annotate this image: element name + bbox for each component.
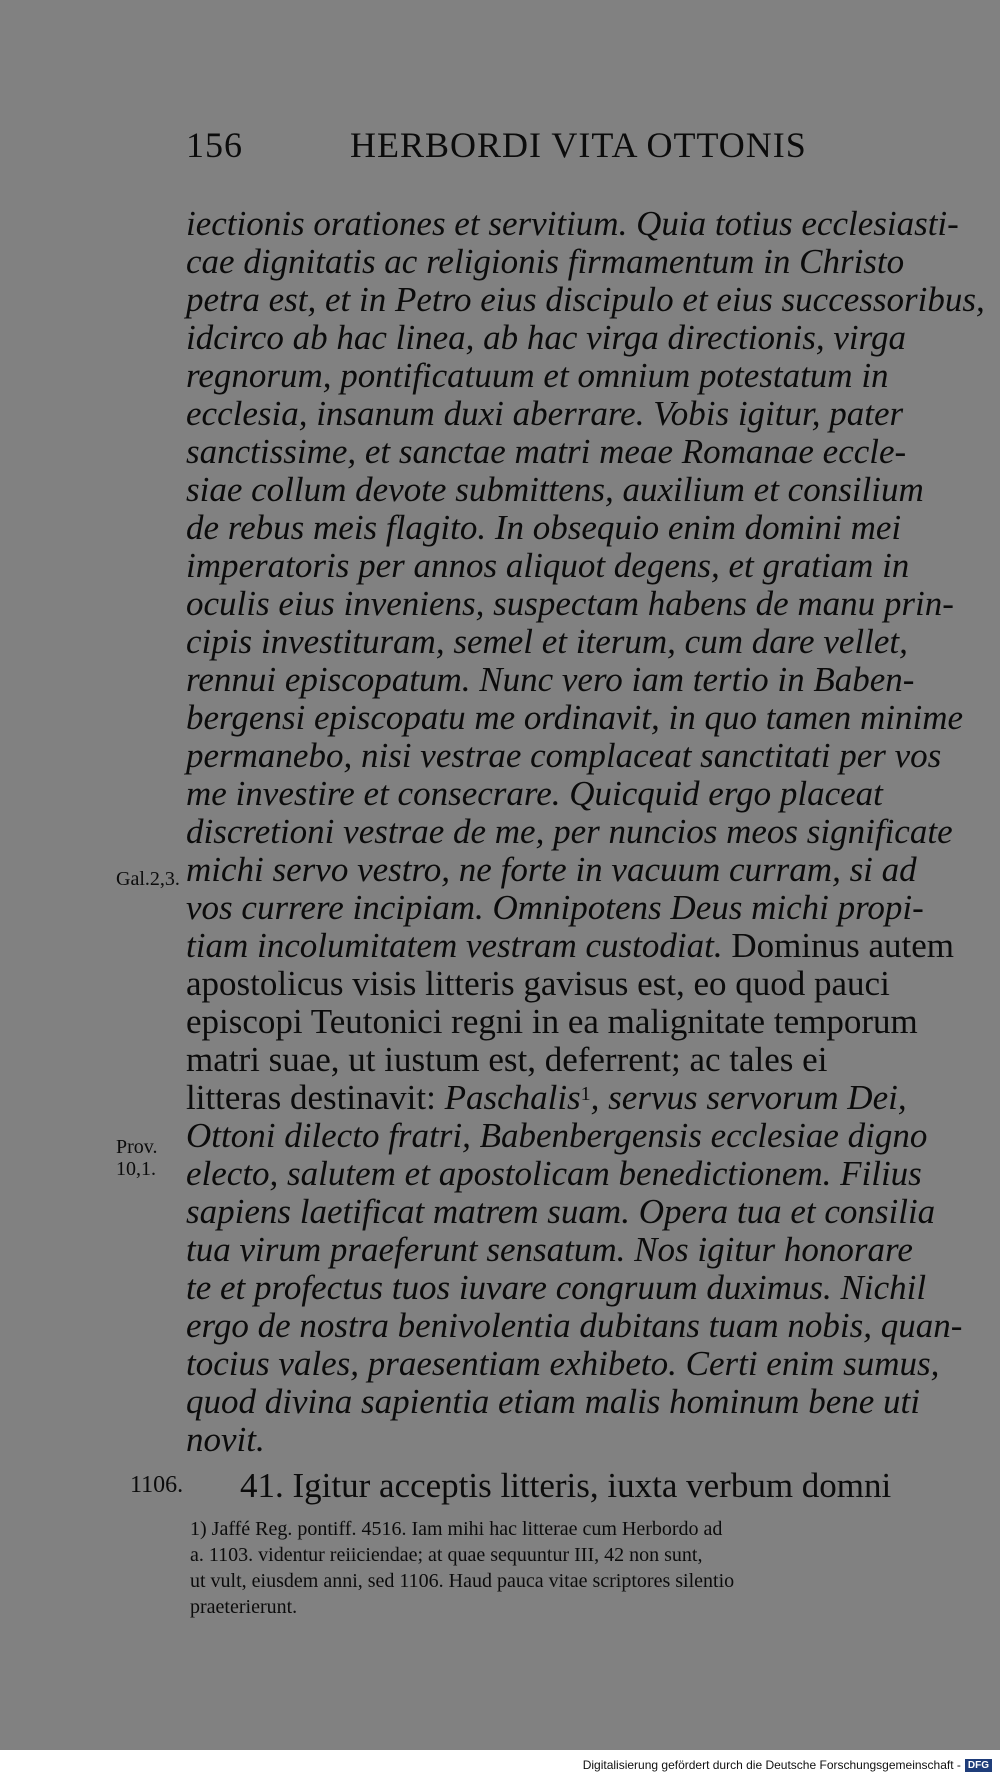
text-line: cae dignitatis ac religionis firmamentum in Christo (186, 242, 905, 281)
text-line: ecclesia, insanum duxi aberrare. Vobis igitur, pater (186, 394, 904, 433)
text-line: idcirco ab hac linea, ab hac virga directionis, virga (186, 318, 906, 357)
footnote-line: ut vult, eiusdem anni, sed 1106. Haud pauca vitae scriptores silentio (190, 1570, 735, 1592)
text-line: ergo de nostra benivolentia dubitans tuam nobis, quan- (186, 1306, 963, 1345)
footnote-line: a. 1103. videntur reiiciendae; at quae sequuntur III, 42 non sunt, (190, 1544, 703, 1566)
text-line: cipis investituram, semel et iterum, cum dare vellet, (186, 622, 908, 661)
margin-note-prov: Prov. (116, 1136, 158, 1158)
text-line: de rebus meis flagito. In obsequio enim domini mei (186, 508, 902, 547)
text-line: Ottoni dilecto fratri, Babenbergensis ecclesiae digno (186, 1116, 928, 1155)
text-line: permanebo, nisi vestrae complaceat sanctitati per vos (186, 736, 942, 775)
text-line: apostolicus visis litteris gavisus est, eo quod pauci (186, 964, 890, 1003)
pope-name: Paschalis (444, 1078, 581, 1117)
text-line-mixed (186, 926, 954, 965)
text-line-mixed (186, 1080, 938, 1116)
text-line: me investire et consecrare. Quicquid ergo placeat (186, 774, 883, 813)
text-line: quod divina sapientia etiam malis hominum bene uti (186, 1382, 920, 1421)
page-number: 156 (186, 125, 243, 165)
page-header (186, 124, 807, 172)
text-line: bergensi episcopatu me ordinavit, in quo tamen minime (186, 698, 964, 737)
text-line-italic-part: tiam incolumitatem vestram custodiat. (186, 926, 732, 965)
text-line: vos currere incipiam. Omnipotens Deus michi propi- (186, 888, 924, 927)
footnote-line: 1) Jaffé Reg. pontiff. 4516. Iam mihi hac litterae cum Herbordo ad (190, 1518, 723, 1540)
text-line: siae collum devote submittens, auxilium et consilium (186, 470, 924, 509)
text-line: episcopi Teutonici regni in ea malignitate temporum (186, 1002, 918, 1041)
margin-year: 1106. (130, 1472, 184, 1498)
footnote-line: praeterierunt. (190, 1596, 298, 1618)
margin-note-gal: Gal.2,3. (116, 868, 180, 890)
text-line: petra est, et in Petro eius discipulo et eius successoribus, (186, 280, 985, 319)
dfg-logo: DFG (965, 1759, 992, 1772)
text-line: te et profectus tuos iuvare congruum duximus. Nichil (186, 1268, 927, 1307)
text-line-italic-part: , servus servorum Dei, (590, 1078, 907, 1117)
text-line: discretioni vestrae de me, per nuncios meos significate (186, 812, 953, 851)
footnote-marker: 1 (580, 1083, 591, 1105)
text-line: rennui episcopatum. Nunc vero iam tertio in Baben- (186, 660, 915, 699)
digitization-credit (583, 1756, 992, 1774)
text-line: tocius vales, praesentiam exhibeto. Certi enim sumus, (186, 1344, 940, 1383)
credit-text: Digitalisierung gefördert durch die Deutsche Forschungsgemeinschaft - (582, 1758, 961, 1772)
text-line: novit. (186, 1420, 265, 1459)
margin-note-prov-ref: 10,1. (116, 1158, 156, 1180)
text-line: sanctissime, et sanctae matri meae Romanae eccle- (186, 432, 907, 471)
text-line: matri suae, ut iustum est, deferrent; ac tales ei (186, 1040, 828, 1079)
text-line-roman-part: Dominus autem (731, 926, 954, 965)
text-line: sapiens laetificat matrem suam. Opera tua et consilia (186, 1192, 936, 1231)
text-line: tua virum praeferunt sensatum. Nos igitur honorare (186, 1230, 913, 1269)
text-line-roman-part: litteras destinavit: (186, 1078, 445, 1117)
section-41-line: 41. Igitur acceptis litteris, iuxta verbum domni (240, 1466, 892, 1505)
text-line: iectionis orationes et servitium. Quia totius ecclesiasti- (186, 204, 959, 243)
text-line: electo, salutem et apostolicam benedictionem. Filius (186, 1154, 922, 1193)
text-line: regnorum, pontificatuum et omnium potestatum in (186, 356, 889, 395)
text-line: oculis eius inveniens, suspectam habens de manu prin- (186, 584, 954, 623)
text-line: michi servo vestro, ne forte in vacuum curram, si ad (186, 850, 917, 889)
text-line: imperatoris per annos aliquot degens, et gratiam in (186, 546, 910, 585)
running-title: HERBORDI VITA OTTONIS (350, 125, 807, 165)
